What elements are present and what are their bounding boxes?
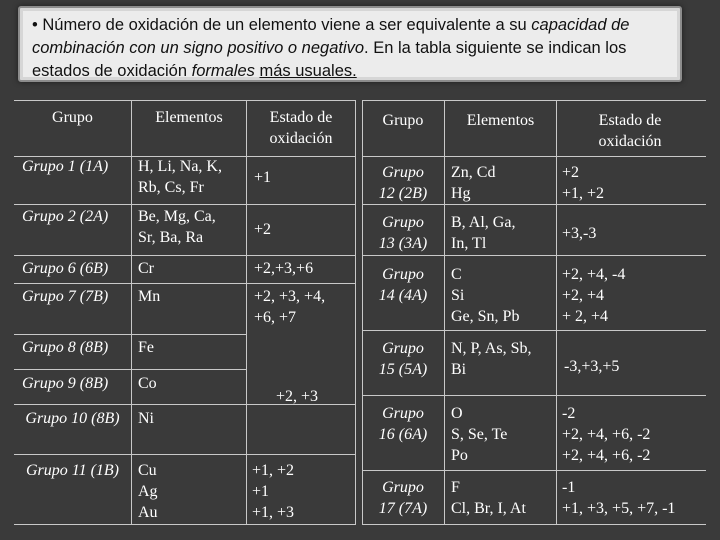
row-grupo: Grupo 16 (6A)	[378, 405, 428, 443]
row-elementos: B, Al, Ga, In, Tl	[451, 214, 516, 252]
row-elementos: Be, Mg, Ca, Sr, Ba, Ra	[138, 208, 216, 246]
row-grupo: Grupo 13 (3A)	[378, 214, 428, 252]
header-elementos: Elementos	[466, 112, 535, 129]
intro-text-1: Número de oxidación de un elemento viene a ser equivalente a su	[42, 16, 532, 34]
header-estado: Estado de oxidación	[598, 112, 662, 150]
row-elementos: H, Li, Na, K, Rb, Cs, Fr	[138, 158, 222, 196]
row-grupo: Grupo 11 (1B)	[25, 462, 120, 479]
intro-bullet: •	[32, 16, 38, 34]
intro-text-formales: formales	[191, 62, 255, 80]
intro-box	[18, 6, 682, 82]
row-grupo: Grupo 10 (8B)	[25, 410, 120, 427]
right-table	[362, 100, 706, 524]
merged-estado: +2, +3	[276, 388, 319, 405]
row-estado: +2	[254, 221, 272, 238]
row-elementos: Co	[138, 375, 157, 392]
row-estado: +1, +2 +1 +1, +3	[252, 462, 295, 521]
row-elementos: Ni	[138, 410, 154, 427]
row-elementos: F Cl, Br, I, At	[451, 479, 526, 517]
row-grupo: Grupo 1 (1A)	[22, 158, 109, 175]
row-elementos: Mn	[138, 288, 161, 305]
left-table	[14, 100, 356, 524]
row-grupo: Grupo 9 (8B)	[22, 375, 109, 392]
row-estado: -1 +1, +3, +5, +7, -1	[562, 479, 676, 517]
row-estado: +2 +1, +2	[562, 164, 605, 202]
row-grupo: Grupo 12 (2B)	[378, 164, 428, 202]
row-elementos: O S, Se, Te Po	[451, 405, 508, 464]
row-elementos: N, P, As, Sb, Bi	[451, 340, 532, 378]
row-estado: +1	[254, 169, 272, 186]
row-estado: +3,-3	[562, 225, 597, 242]
row-estado: -3,+3,+5	[564, 358, 620, 375]
header-elementos: Elementos	[155, 109, 223, 126]
intro-text-emphasis: capacidad de combinación con un signo positivo o negativo	[32, 16, 630, 57]
row-elementos: Cr	[138, 260, 154, 277]
row-grupo: Grupo 2 (2A)	[22, 208, 109, 225]
intro-text-mas-usuales: más usuales.	[259, 62, 357, 80]
row-estado: +2, +3, +4, +6, +7	[254, 288, 326, 326]
row-grupo: Grupo 6 (6B)	[22, 260, 109, 277]
row-elementos: C Si Ge, Sn, Pb	[451, 266, 520, 325]
intro-text-3: . En la tabla siguiente se indican los estados de oxidación	[32, 39, 627, 80]
row-estado: +2,+3,+6	[254, 260, 314, 277]
row-grupo: Grupo 17 (7A)	[378, 479, 428, 517]
row-elementos: Cu Ag Au	[138, 462, 158, 521]
row-grupo: Grupo 15 (5A)	[378, 340, 428, 378]
row-grupo: Grupo 8 (8B)	[22, 339, 109, 356]
header-grupo: Grupo	[382, 112, 424, 129]
header-grupo: Grupo	[52, 109, 93, 126]
row-elementos: Zn, Cd Hg	[451, 164, 496, 202]
row-grupo: Grupo 14 (4A)	[378, 266, 428, 304]
row-estado: +2, +4, -4 +2, +4 + 2, +4	[562, 266, 626, 325]
header-estado: Estado de oxidación	[269, 109, 333, 147]
row-estado: -2 +2, +4, +6, -2 +2, +4, +6, -2	[562, 405, 651, 464]
row-grupo: Grupo 7 (7B)	[22, 288, 109, 305]
row-elementos: Fe	[138, 339, 154, 356]
